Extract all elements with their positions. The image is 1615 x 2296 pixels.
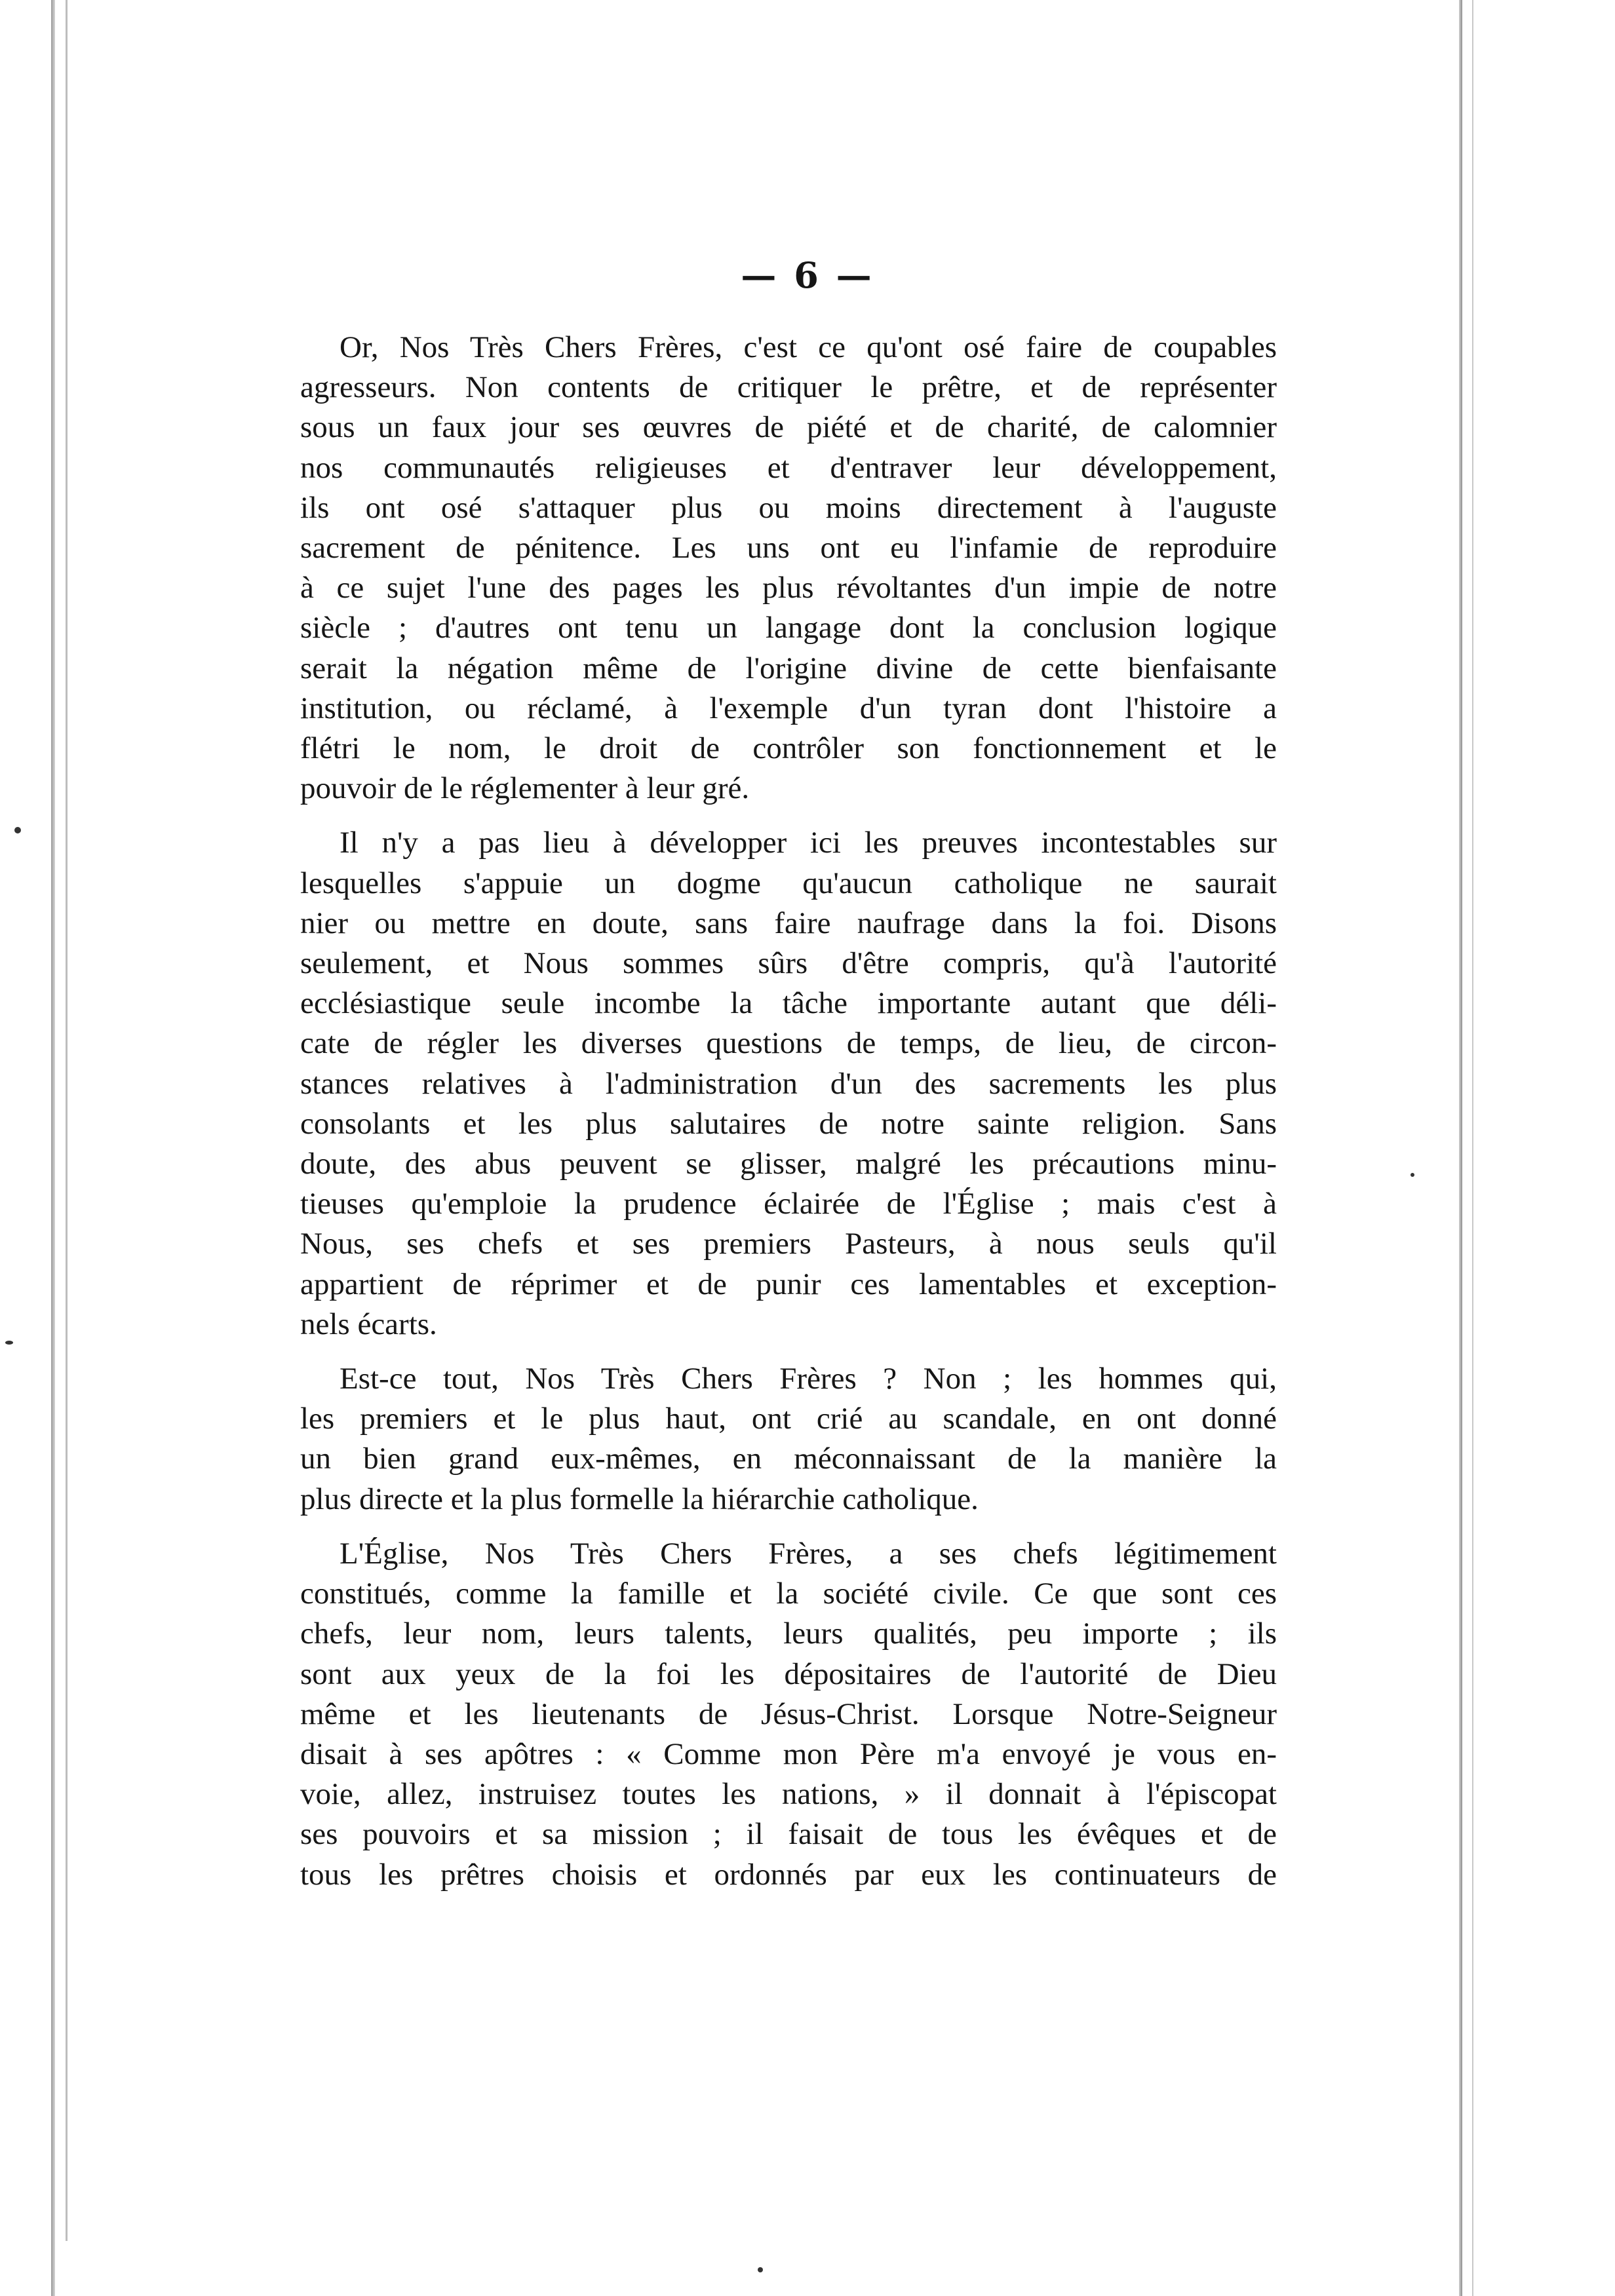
text-line: sont aux yeux de la foi les dépositaires de l'autorité de Dieu <box>300 1656 1277 1691</box>
paragraph <box>300 823 1277 1345</box>
scan-right-edge <box>1459 0 1462 2296</box>
text-line: même et les lieutenants de Jésus-Christ. Lorsque Notre-Seigneur <box>300 1696 1277 1731</box>
text-line: lesquelles s'appuie un dogme qu'aucun catholique ne saurait <box>300 866 1277 900</box>
text-line: sous un faux jour ses œuvres de piété et de charité, de calomnier <box>300 410 1277 445</box>
scan-speck <box>5 1341 13 1345</box>
text-line: tieuses qu'emploie la prudence éclairée de l'Église ; mais c'est à <box>300 1187 1277 1221</box>
scan-right-edge-inner <box>1472 0 1473 2296</box>
scan-speck <box>758 2267 763 2272</box>
text-line: pouvoir de le réglementer à leur gré. <box>300 771 750 806</box>
text-line: seulement, et Nous sommes sûrs d'être compris, qu'à l'autorité <box>300 946 1277 981</box>
text-line: voie, allez, instruisez toutes les nations, » il donnait à l'épiscopat <box>300 1777 1277 1812</box>
text-line: ses pouvoirs et sa mission ; il faisait de tous les évêques et de <box>300 1817 1277 1852</box>
scan-left-edge-inner <box>66 0 68 2241</box>
text-line: L'Église, Nos Très Chers Frères, a ses chefs légitimement <box>340 1536 1277 1571</box>
text-line: flétri le nom, le droit de contrôler son fonctionnement et le <box>300 731 1277 766</box>
text-line: Il n'y a pas lieu à développer ici les preuves incontestables sur <box>340 826 1277 860</box>
text-line: Est-ce tout, Nos Très Chers Frères ? Non ; les hommes qui, <box>340 1362 1277 1396</box>
text-line: agresseurs. Non contents de critiquer le prêtre, et de représenter <box>300 370 1277 405</box>
text-line: Or, Nos Très Chers Frères, c'est ce qu'ont osé faire de coupables <box>340 330 1277 364</box>
text-line: sacrement de pénitence. Les uns ont eu l'infamie de reproduire <box>300 531 1277 565</box>
text-line: nos communautés religieuses et d'entraver leur développement, <box>300 450 1277 485</box>
body-text <box>300 328 1277 1909</box>
scan-left-edge <box>51 0 55 2296</box>
text-line: cate de régler les diverses questions de temps, de lieu, de circon- <box>300 1026 1277 1061</box>
paragraph <box>300 1359 1277 1520</box>
text-line: les premiers et le plus haut, ont crié au scandale, en ont donné <box>300 1402 1277 1436</box>
text-line: stances relatives à l'administration d'un des sacrements les plus <box>300 1066 1277 1101</box>
text-line: serait la négation même de l'origine divine de cette bienfaisante <box>300 651 1277 685</box>
text-line: siècle ; d'autres ont tenu un langage dont la conclusion logique <box>300 611 1277 645</box>
scan-speck <box>1411 1173 1414 1177</box>
text-line: un bien grand eux-mêmes, en méconnaissant de la manière la <box>300 1442 1277 1476</box>
text-line: à ce sujet l'une des pages les plus révoltantes d'un impie de notre <box>300 571 1277 605</box>
text-line: appartient de réprimer et de punir ces lamentables et exception- <box>300 1267 1277 1301</box>
text-line: institution, ou réclamé, à l'exemple d'un tyran dont l'histoire a <box>300 691 1277 725</box>
text-line: nels écarts. <box>300 1307 437 1341</box>
text-line: chefs, leur nom, leurs talents, leurs qualités, peu importe ; ils <box>300 1617 1277 1651</box>
text-line: tous les prêtres choisis et ordonnés par eux les continuateurs de <box>300 1857 1277 1892</box>
text-line: doute, des abus peuvent se glisser, malgré les précautions minu- <box>300 1147 1277 1181</box>
text-line: Nous, ses chefs et ses premiers Pasteurs, à nous seuls qu'il <box>300 1227 1277 1261</box>
text-line: ecclésiastique seule incombe la tâche importante autant que déli- <box>300 986 1277 1021</box>
scan-speck <box>14 827 21 833</box>
text-line: ils ont osé s'attaquer plus ou moins directement à l'auguste <box>300 490 1277 525</box>
paragraph <box>300 1534 1277 1895</box>
text-line: constitués, comme la famille et la société civile. Ce que sont ces <box>300 1577 1277 1611</box>
text-line: plus directe et la plus formelle la hiérarchie catholique. <box>300 1482 979 1516</box>
text-line: nier ou mettre en doute, sans faire naufrage dans la foi. Disons <box>300 906 1277 940</box>
paragraph <box>300 328 1277 809</box>
text-line: disait à ses apôtres : « Comme mon Père m'a envoyé je vous en- <box>300 1736 1277 1771</box>
page-number: — 6 — <box>741 254 874 296</box>
text-line: consolants et les plus salutaires de notre sainte religion. Sans <box>300 1106 1277 1141</box>
